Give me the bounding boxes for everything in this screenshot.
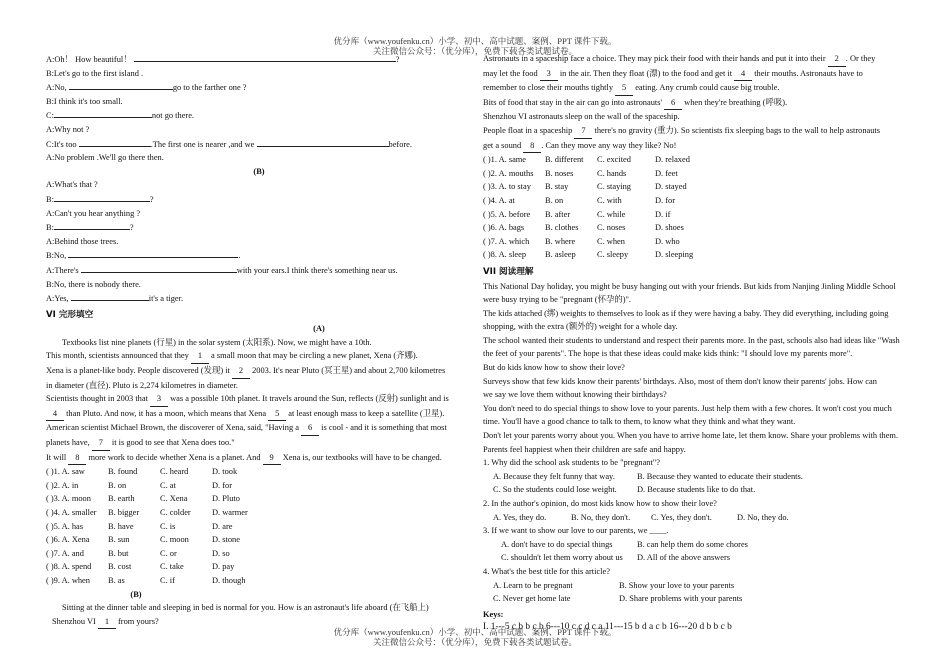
passage-b-line: Shenzhou VI astronauts sleep on the wall of the spaceship. [483,112,680,122]
passage-a-line: Scientists thought in 2003 that 3 was a possible 10th planet. It travels around the Sun, reflects (反射) sunlight and is [46,392,472,407]
choice-row[interactable]: A. Yes, they do. B. No, they don't. C. Yes, they don't. D. No, they do. [493,512,789,522]
choice-row[interactable]: A. don't have to do special things B. can help them do some chores [501,539,748,549]
passage-a-line: planets have, 7 it is good to see that Xena does too." [46,436,472,451]
dialogue-a-line: C: not go there. [46,108,472,123]
question-4 [483,565,908,606]
dialogue-b-line: A:Behind those trees. [46,236,119,246]
option-row[interactable]: ( )9. A. when B. as C. if D. though [46,575,246,585]
reading-line: But do kids know how to show their love? [483,363,625,373]
answer-keys: I. 1---5 c b b c b 6---10 c c d c a 11---15 b d a c b 16---20 d b b c b [483,622,732,633]
footer-line-2: 关注微信公众号：（优分库），免费下载各类试题试卷。 [372,637,577,647]
dialogue-a-line: B:Let's go to the first island . [46,68,144,78]
reading-line: The kids attached (绑) weights to themselves to look as if they were having a baby. They did everything, including going [483,308,889,318]
section-7-title: VII 阅读理解 [483,266,534,277]
dialogue-b-line: B:No, there is nobody there. [46,279,141,289]
part-b-label: (B) [253,166,265,176]
passage-a-line: in diameter (直径). Pluto is 2,274 kilometres in diameter. [46,380,238,390]
option-row[interactable]: ( )3. A. moon B. earth C. Xena D. Pluto [46,494,240,504]
option-row[interactable]: ( )2. A. mouths B. noses C. hands D. feet [483,168,678,178]
passage-b-line: Sitting at the dinner table and sleeping in bed is normal for you. How is an astronaut's life aboard (在飞船上) [62,603,429,613]
dialogue-b-line: B:No, . [46,248,472,263]
dialogue-b-line: B: ? [46,192,472,207]
passage-b-line: get a sound 8 . Can they move any way they like? No! [483,139,908,154]
passage-a-line: This month, scientists announced that they 1 a small moon that may be circling a new planet, Xena (齐娜). [46,349,472,364]
dialogue-a-line: A:No problem .We'll go there then. [46,153,164,163]
passage-a-label: (A) [313,324,325,334]
dialogue-a-line: C:It's too .The first one is nearer ,and we before. [46,137,472,152]
dialogue-a-line: A:No, go to the farther one ? [46,80,472,95]
passage-a-line: American scientist Michael Brown, the discoverer of Xena, said, "Having a 6 is cool - and it is something that most [46,421,472,436]
reading-line: were busy trying to be "pregnant (怀孕的)". [483,295,632,305]
option-row[interactable]: ( )5. A. before B. after C. while D. if [483,209,671,219]
reading-line: time. You'll have a good chance to talk to them, to know what they think and what they want. [483,417,796,427]
option-row[interactable]: ( )8. A. sleep B. asleep C. sleepy D. sleeping [483,250,694,260]
passage-b-line: Shenzhou VI 1 from yours? [46,615,472,630]
option-row[interactable]: ( )3. A. to stay B. stay C. staying D. stayed [483,182,687,192]
options-a [46,465,472,587]
question-text: 3. If we want to show our love to our parents, we ____. [483,526,669,536]
passage-b-line: may let the food 3 in the air. Then they float (漂) to the food and get it 4 their mouths. Astronauts have to [483,67,908,82]
choice-row[interactable]: A. Learn to be pregnant B. Show your love to your parents [493,580,735,590]
option-row[interactable]: ( )2. A. in B. on C. at D. for [46,480,233,490]
passage-a-line: It will 8 more work to decide whether Xena is a planet. And 9 Xena is, our textbooks will have to be changed. [46,451,472,466]
option-row[interactable]: ( )1. A. same B. different C. excited D. relaxed [483,155,690,165]
passage-b-line: remember to close their mouths tightly 5 eating. Any crumb could cause big trouble. [483,81,908,96]
reading-line: The school wanted their students to understand and respect their parents more. In the past, schools also had ideas like "Wash [483,335,900,345]
option-row[interactable]: ( )6. A. Xena B. sun C. moon D. stone [46,535,240,545]
reading-line: Don't let your parents worry about you. When you have to arrive home late, let them know. Share your problems with them. [483,431,899,441]
passage-b-line: Astronauts in a spaceship face a choice. They may pick their food with their hands and put it into their 2 . Or they [483,52,908,67]
option-row[interactable]: ( )7. A. which B. where C. when D. who [483,236,680,246]
dialogue-b-line: A:There's with your ears.I think there's something near us. [46,263,472,278]
keys-label: Keys: [483,609,504,619]
options-b [483,153,908,262]
reading-line: This National Day holiday, you might be busy hanging out with your friends. But kids from Nanjing Jinling Middle School [483,281,896,291]
passage-a-line: Textbooks list nine planets (行星) in the solar system (太阳系). Now, we might have a 10th. [62,337,372,347]
passage-b-line: People float in a spaceship 7 there's no gravity (重力). So scientists fix sleeping bags to the wall to help astronauts [483,124,908,139]
dialogue-a-line: A:Oh！ How beautiful！ ? [46,52,472,67]
passage-b-line: Bits of food that stay in the air can go into astronauts' 6 when they're breathing (呼吸). [483,96,908,111]
dialogue-a-line: B:I think it's too small. [46,96,123,106]
choice-row[interactable]: C. Never get home late D. Share problems with your parents [493,594,743,604]
reading-line: You don't need to do special things to show love to your parents. Just help them with a few chores. It won't cost you much [483,403,892,413]
dialogue-b-line: A:What's that ? [46,180,98,190]
question-text: 1. Why did the school ask students to be "pregnant"? [483,458,660,468]
reading-line: Parents feel happiest when their children are safe and happy. [483,444,686,454]
question-3 [483,524,908,565]
header-line-2: 关注微信公众号：（优分库），免费下载各类试题试卷。 [372,46,577,56]
right-column [483,52,908,635]
passage-a-line: 4 than Pluto. And now, it has a moon, which means that Xena 5 at least enough mass to keep a satellite (卫星). [46,407,472,422]
dialogue-a-line: A:Why not ? [46,124,90,134]
reading-line: shopping, with the extra (额外的) weight for a whole day. [483,322,678,332]
reading-line: we say we love them without knowing their birthdays? [483,390,667,400]
section-6-title: VI 完形填空 [46,309,94,320]
reading-line: the feet of your parents". The hope is that these ideas could make kids think: "I should love my parents more". [483,349,853,359]
dialogue-b-line: A:Can't you hear anything ? [46,208,141,218]
dialogue-b-line: A:Yes, it's a tiger. [46,291,472,306]
passage-b-label: (B) [130,589,142,599]
question-text: 2. In the author's opinion, do most kids know how to show their love? [483,499,717,508]
left-column [46,52,472,629]
question-2 [483,497,908,524]
option-row[interactable]: ( )8. A. spend B. cost C. take D. pay [46,562,235,572]
option-row[interactable]: ( )6. A. bags B. clothes C. noses D. shoes [483,223,684,233]
page-footer [0,627,950,647]
passage-a-line: Xena is a planet-like body. People discovered (发现) it 2 2003. It's near Pluto (冥王星) and about 2,700 kilometres [46,364,472,379]
reading-line: Surveys show that few kids know their parents' birthdays. Also, most of them don't know their parents' jobs. How can [483,376,877,386]
choice-row[interactable]: C. shouldn't let them worry about us D. All of the above answers [501,553,731,563]
option-row[interactable]: ( )1. A. saw B. found C. heard D. took [46,467,238,477]
option-row[interactable]: ( )4. A. smaller B. bigger C. colder D. warmer [46,508,248,517]
option-row[interactable]: ( )4. A. at B. on C. with D. for [483,195,676,205]
option-row[interactable]: ( )7. A. and B. but C. or D. so [46,548,230,558]
choice-row[interactable]: C. So the students could lose weight. D. Because students like to do that. [493,485,756,495]
question-text: 4. What's the best title for this article? [483,566,610,576]
choice-row[interactable]: A. Because they felt funny that way. B. Because they wanted to educate their students. [493,471,803,481]
footer-line-1: 优分库（www.youfenku.cn）小学、初中、高中试题、案例、PPT 课件下载。 [333,627,617,637]
reading-passage [483,280,908,457]
option-row[interactable]: ( )5. A. has B. have C. is D. are [46,521,233,531]
header-line-1: 优分库（www.youfenku.cn）小学、初中、高中试题、案例、PPT 课件下载。 [333,36,617,46]
dialogue-b-line: B: ? [46,220,472,235]
question-1 [483,456,908,497]
